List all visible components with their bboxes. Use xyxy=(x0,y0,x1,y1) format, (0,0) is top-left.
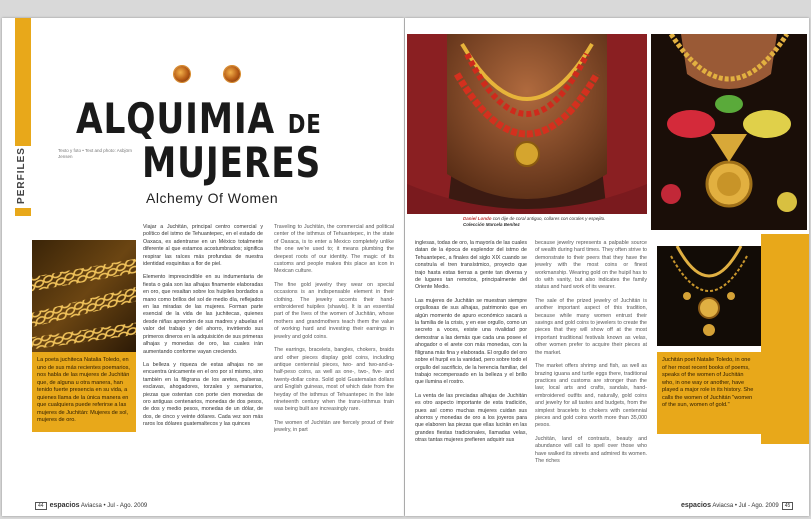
title-de: DE xyxy=(287,110,322,140)
caption-highlight: Daniel Londo xyxy=(463,216,492,221)
paragraph: The market offers shrimp and fish, as well as brazing iguana and turtle eggs there, traditional practices and customs are stronger than the law; local arts and crafts, sandals, hand-embroidered outfits and, naturally, gold coins and jewelry for all tastes and budgets, from the simplest bracelets to chokers with centennial pieces and gold coins worth more than 35,000 pesos. xyxy=(535,363,647,429)
gold-jewelry-photo xyxy=(657,246,761,346)
footer-issue: Aviacsa • Jul - Ago. 2009 xyxy=(712,503,779,509)
body-column-english-2 xyxy=(535,240,647,510)
gold-ornament-icon xyxy=(224,66,240,82)
photo-credit: Texto y foto • Text and photo: Asbjörn Jensen xyxy=(58,148,133,159)
paragraph: La venta de las preciadas alhajas de Juchitán es otro aspecto importante de esta tradición, pues así como muchas mujeres cuidan sus ahorros y monedas de oro a los joyeros para que elaboren las piezas que ellas lucirán en las grandes fiestas tradicionales, llamadas velas, otras tantas mujeres prefieren adquirir sus xyxy=(415,392,527,444)
gold-ornament-icon xyxy=(174,66,190,82)
footer-brand: espacios xyxy=(681,502,711,509)
subtitle: Alchemy Of Women xyxy=(146,190,279,206)
left-footer xyxy=(32,502,147,510)
necklace-photo xyxy=(407,34,647,214)
title-line-1: ALQUIMIA DE xyxy=(76,94,322,143)
photo-caption xyxy=(463,216,663,228)
right-page xyxy=(405,18,809,516)
body-column-english xyxy=(274,224,394,510)
paragraph: The earrings, bracelets, bangles, chokers, braids and other pieces display gold coins, including antique centennial pieces, two- and two-and-a-half-peso coins, as well as one-, two-, five- and twenty-dollar coins. Solid gold Guatemalan dollars and English guineas, most of which date from the heyday of the isthmus of Tehuantepec in the late nineteenth century when the trans-isthmus train was being built are increasingly rare. xyxy=(274,347,394,413)
paragraph: Viajar a Juchitán, principal centro comercial y político del istmo de Tehuantepec, en el estado de Oaxaca, es adentrarse en un México totalmente diferente al que estamos acostumbrados; significa respirar las raíces más profundas de nuestra identidad esquinitas a flor de piel. xyxy=(143,224,263,268)
section-label xyxy=(15,146,31,208)
paragraph: inglesas, todas de oro, la mayoría de las cuales datan de la época de esplendor del istmo de Tehuantepec, a finales del siglo XIX cuando se construía el tren transístmico, proyecto que trajo hasta estas tierras a gente tan diversa y de lugares tan remotos, principalmente del Oriente Medio. xyxy=(415,240,527,291)
paragraph: Juchitán, land of contrasts, beauty and abundance will call to spell over those who have walked its streets and admired its women. The riches xyxy=(535,435,647,464)
page-number: 44 xyxy=(35,502,47,510)
body-column-spanish xyxy=(143,224,263,510)
title-line-2: MUJERES xyxy=(142,138,322,187)
paragraph: Traveling to Juchitán, the commercial and political center of the isthmus of Tehuantepec, in the state of Oaxaca, is to enter a Mexico completely unlike the one we're used to; it means plumbing the deepest roots of our identity. The magic of its customs and people makes this place an icon in Mexican culture. xyxy=(274,224,394,275)
yellow-side-panel xyxy=(761,234,809,444)
pull-quote: La poeta juchiteca Natalia Toledo, en uno de sus más recientes poemarios, nos habla de las mujeres de Juchitán que, de alguna u otra manera, han tenido fuerte presencia en su vida, a quienes llama de la única manera en que cualquiera puede referirse a las mujeres de Juchitán: Mujeres de sol, mujeres de oro. xyxy=(32,352,136,432)
section-label-text: PERFILES xyxy=(15,147,27,204)
huipil-photo xyxy=(651,34,807,230)
right-footer xyxy=(681,502,796,510)
paragraph: The fine gold jewelry they wear on special occasions is an indispensable element in their clothing. The jewelry accents their hand-embroidered huipiles (shawls). It is an essential part of the lives of the women of Juchitán, whose mothers and grandmothers teach them the value of working hard and investing their earnings in jewelry and gold coins. xyxy=(274,281,394,340)
paragraph: because jewelry represents a palpable source of wealth during hard times. They often strive to demonstrate to their peers that they have the jewelry with the most coins or finest workmanship. Wearing gold on the huipil has to do with vanity, but also indicates the family status and hard work of its wearer. xyxy=(535,240,647,291)
side-quote: Juchitán poet Natalie Toledo, in one of her most recent books of poems, speaks of the women of Juchitán who, in one way or another, have played a major role in its history. She calls the women of Juchitán "women of the sun, women of gold." xyxy=(657,352,761,434)
left-page xyxy=(2,18,404,516)
caption-credit: Colección Marcela Benítez xyxy=(463,222,520,227)
caption-text: con dije de coral antiguo, collares con corales y espejito. xyxy=(492,216,606,221)
paragraph: Elemento imprescindible en su indumentaria de fiesta o gala son las alhajas finamente elaboradas en oro, que resaltan sobre los huipiles bordados a mano como brillos del sol de medio día, reflejados en las miradas de las mujeres. Forman parte esencial de la vida de las juchitecas, quienes desde niñas aprenden de sus madres y abuelas el valor del trabajo y del ahorro, invirtiendo sus primeros dineros en la adquisición de sus primeras alhajas y monedas de oro, las cuales irán aumentando conforme vayan creciendo. xyxy=(143,274,263,355)
paragraph: The women of Juchitán are fiercely proud of their jewelry, in part xyxy=(274,419,394,434)
paragraph: The sale of the prized jewelry of Juchitán is another important aspect of this tradition, because while many women entrust their savings and gold coins to jewelers to create the pieces that they will show off at the most important traditional festivals known as velas, other women prefer to acquire their pieces at the market. xyxy=(535,297,647,356)
footer-issue: Aviacsa • Jul - Ago. 2009 xyxy=(80,503,148,509)
paragraph: Las mujeres de Juchitán se muestran siempre orgullosas de sus alhajas, patrimonio que en algún momento de apuro económico sacará a la familia de la crisis, y en ese orgullo, como un secreto a voces, existe una rivalidad por demostrar a las demás que cada una posee el ahogador o el arete con más monedas, con la filigrana más fina y elaborada. El orgullo del oro sobre el hurpil es la vanidad, pero sobre todo el orgullo del sacrificio, de la herencia familiar, del trabajo recompensado en la belleza y el brillo que ilumina el rostro. xyxy=(415,297,527,386)
gold-chain-photo xyxy=(32,240,136,352)
paragraph: La belleza y riqueza de estas alhajas no se encuentra únicamente en el oro por sí mismo, sino también en la filigrana de los aretes, pulseras, esclavas, ahogadores, torzales y semanarios, piezas que ostentan con porte cien monedas de oro antiguas centenarios, monedas de dos pesos, de dos y medio pesos, monedas de un dólar, de dos, de cinco y veinte dólares. Cada vez son más raros los dólares guatemaltecos y las quinces xyxy=(143,361,263,428)
body-column-spanish-2 xyxy=(415,240,527,510)
footer-brand: espacios xyxy=(49,502,80,509)
page-number: 45 xyxy=(782,502,794,510)
